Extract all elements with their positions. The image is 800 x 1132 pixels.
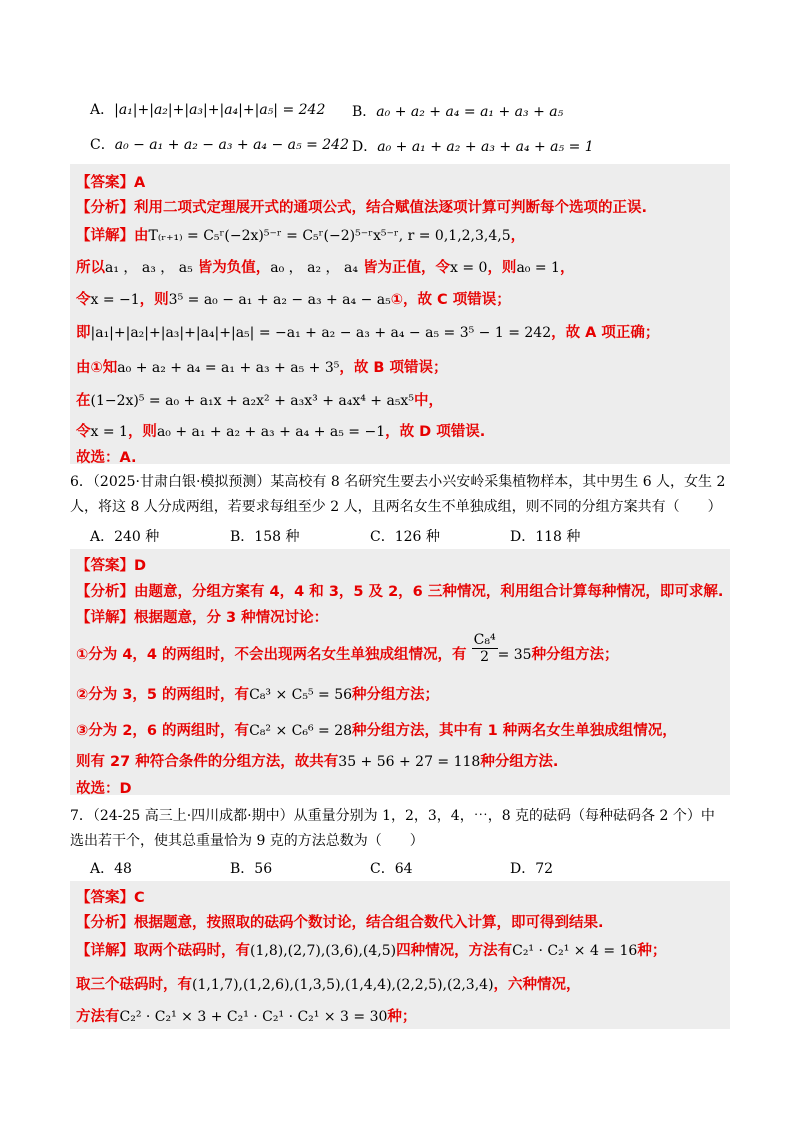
q5-option-d-label: D．: [352, 139, 378, 155]
q6-analysis-label: 【分析】: [76, 584, 134, 600]
q7-stem: [70, 804, 734, 854]
q7-line2-math: (1,1,7),(1,2,6),(1,3,5),(1,4,4),(2,2,5),(2,3,4): [192, 977, 494, 993]
q6-conclusion: 故选：D: [76, 781, 132, 797]
q7-choice-d: D．72: [510, 861, 554, 877]
q6-case3-math: C₈² × C₆⁶ = 28: [249, 723, 353, 739]
q6-sum: [76, 750, 558, 771]
q5-detail-line-4: [76, 321, 659, 342]
q5-d3-math2: 3⁵ = a₀ − a₁ + a₂ − a₃ + a₄ − a₅: [168, 292, 391, 308]
q6-stem-line-1: 6．（2025·甘肃白银·模拟预测）某高校有 8 名研究生要去小兴安岭采集植物样本，其中男生 6 人，女生 2: [70, 474, 726, 490]
q5-d3-post: ，则: [139, 292, 169, 308]
q5-d2-post4: ，: [559, 260, 575, 276]
q5-analysis: [76, 196, 647, 217]
q5-option-d: [352, 136, 594, 156]
q5-analysis-text: 利用二项式定理展开式的通项公式，结合赋值法逐项计算可判断每个选项的正误.: [134, 200, 648, 216]
q6-choice-c: C．126 种: [370, 529, 440, 545]
q5-option-c-label: C．: [90, 137, 115, 153]
q7-analysis: [76, 911, 604, 932]
q6-choice-a: A．240 种: [90, 529, 160, 545]
q5-detail-line-1: [76, 224, 525, 245]
q5-answer-label: 【答案】: [76, 175, 134, 191]
q6-choice-d: D．118 种: [510, 529, 581, 545]
q5-d3-math: x = −1: [90, 292, 140, 308]
q5-d3-post2: ①，故 C 项错误；: [390, 292, 511, 308]
q7-line1-mid: 四种情况，方法有: [396, 943, 513, 959]
q7-choice-b: B．56: [230, 861, 273, 877]
q7-choice-a: A．48: [90, 861, 132, 877]
q7-line3-post: 种；: [387, 1009, 417, 1025]
q6-analysis: [76, 580, 723, 601]
q7-choice-c: C．64: [370, 861, 413, 877]
q6-choices: [90, 526, 580, 546]
q6-case1-fraction: [472, 632, 498, 665]
q6-answer-label: 【答案】: [76, 558, 134, 574]
q5-d2-math: a₁ ， a₃ ， a₅: [105, 260, 193, 276]
q6-case3-post: 种分组方法，其中有 1 种两名女生单独成组情况，: [352, 723, 677, 739]
q6-case2-math: C₈³ × C₅⁵ = 56: [249, 687, 353, 703]
q5-option-b-expr: a₀ + a₂ + a₄ = a₁ + a₃ + a₅: [376, 104, 564, 120]
q5-detail-line-7: [76, 420, 485, 441]
q5-d7-post2: ，故 D 项错误.: [385, 424, 486, 440]
q5-answer: [76, 171, 145, 192]
q5-d2-post2: 皆为正值，令: [363, 260, 450, 276]
q6-case-2: [76, 683, 439, 704]
q5-d7-math: x = 1: [90, 424, 128, 440]
q5-d2-pre: 所以: [76, 260, 105, 276]
q6-detail-intro: [76, 606, 328, 627]
q5-option-c-expr: a₀ − a₁ + a₂ − a₃ + a₄ − a₅ = 242: [114, 137, 349, 153]
q6-case1-eq: = 35: [497, 647, 532, 663]
q6-case-3: [76, 719, 677, 740]
q5-d5-math: a₀ + a₂ + a₄ = a₁ + a₃ + a₅ + 3⁵: [117, 360, 340, 376]
q5-d7-pre: 令: [76, 424, 91, 440]
q6-case1-frac-den: 2: [480, 648, 490, 665]
q5-d7-math2: a₀ + a₁ + a₂ + a₃ + a₄ + a₅ = −1: [156, 424, 386, 440]
q5-d4-math: |a₁|+|a₂|+|a₃|+|a₄|+|a₅| = −a₁ + a₂ − a₃ + a₄ − a₅ = 3⁵ − 1 = 242: [90, 325, 552, 341]
q6-detail-label: 【详解】: [76, 610, 134, 626]
q5-detail-line-5: [76, 356, 448, 377]
q5-detail-line-2: [76, 256, 574, 277]
q5-option-d-expr: a₀ + a₁ + a₂ + a₃ + a₄ + a₅ = 1: [377, 139, 594, 155]
q7-line2-post: ，六种情况，: [493, 977, 581, 993]
q5-d7-post: ，则: [127, 424, 157, 440]
q6-answer-value: D: [134, 558, 147, 574]
q7-analysis-label: 【分析】: [76, 915, 134, 931]
q5-option-b: [352, 101, 563, 121]
q7-answer-value: C: [134, 890, 145, 906]
q7-choices: [90, 858, 553, 878]
q7-line1-pre: 取两个砝码时，有: [134, 943, 250, 959]
q5-detail-label: 【详解】: [76, 228, 134, 244]
q6-analysis-text: 由题意，分组方案有 4，4 和 3，5 及 2，6 三种情况，利用组合计算每种情况，即可求解.: [134, 584, 724, 600]
q5-conclusion: 故选：A.: [76, 450, 137, 466]
q7-detail-line-3: [76, 1005, 416, 1026]
q6-case1-post: 种分组方法；: [531, 647, 619, 663]
q6-case2-pre: ②分为 3，5 的两组时，有: [76, 687, 250, 703]
q6-sum-post: 种分组方法.: [480, 754, 559, 770]
q5-option-a-expr: |a₁|+|a₂|+|a₃|+|a₄|+|a₅| = 242: [114, 102, 326, 118]
q5-detail-line-3: [76, 288, 511, 309]
q7-line3-pre: 方法有: [76, 1009, 120, 1025]
q5-d2-math4: a₀ = 1: [516, 260, 560, 276]
q7-line1-math2: C₂¹ · C₂¹ × 4 = 16: [512, 943, 638, 959]
q7-line1-post: 种；: [637, 943, 667, 959]
q6-answer: [76, 554, 146, 575]
q5-d6-pre: 在: [76, 393, 91, 409]
q6-sum-math: 35 + 56 + 27 = 118: [338, 754, 481, 770]
q5-detail-line-6: [76, 389, 443, 410]
q6-detail-intro-text: 根据题意，分 3 种情况讨论：: [134, 610, 329, 626]
q5-d1-pre: 由: [134, 228, 149, 244]
q5-option-c: [90, 134, 349, 154]
q7-line2-pre: 取三个砝码时，有: [76, 977, 192, 993]
q6-sum-pre: 则有 27 种符合条件的分组方法，故共有: [76, 754, 339, 770]
q5-d6-math: (1−2x)⁵ = a₀ + a₁x + a₂x² + a₃x³ + a₄x⁴ + a₅x⁵: [90, 393, 414, 409]
q7-detail-line-2: [76, 973, 581, 994]
q5-option-b-label: B．: [352, 104, 377, 120]
q7-answer-label: 【答案】: [76, 890, 134, 906]
q5-d3-pre: 令: [76, 292, 91, 308]
q7-line3-math: C₂² · C₂¹ × 3 + C₂¹ · C₂¹ · C₂¹ × 3 = 30: [119, 1009, 388, 1025]
q6-stem-line-2: 人，将这 8 人分成两组，若要求每组至少 2 人，且两名女生不单独成组，则不同的分组方案共有（ ）: [70, 499, 722, 515]
q5-d4-pre: 即: [76, 325, 91, 341]
q7-answer: [76, 886, 145, 907]
q7-stem-line-2: 选出若干个，使其总重量恰为 9 克的方法总数为（ ）: [70, 833, 424, 849]
q5-d1-post: ，: [510, 228, 526, 244]
q5-d5-post: ，故 B 项错误；: [339, 360, 448, 376]
q6-choice-b: B．158 种: [230, 529, 300, 545]
q5-d4-post: ，故 A 项正确；: [551, 325, 660, 341]
q5-d6-post: 中，: [413, 393, 443, 409]
q6-case-1: [76, 631, 619, 665]
q7-stem-line-1: 7．（24-25 高三上·四川成都·期中）从重量分别为 1，2，3，4，⋯，8 克的砝码（每种砝码各 2 个）中: [70, 808, 715, 824]
q6-stem: [70, 470, 734, 520]
q5-option-a-label: A．: [90, 102, 115, 118]
q5-d2-math2: a₀ ， a₂ ， a₄: [270, 260, 358, 276]
q6-case1-frac-num: C₈⁴: [473, 631, 496, 648]
q7-analysis-text: 根据题意，按照取的砝码个数讨论，结合组合数代入计算，即可得到结果.: [134, 915, 604, 931]
q7-detail-label: 【详解】: [76, 943, 134, 959]
q5-d2-post: 皆为负值，: [197, 260, 271, 276]
q7-line1-math: (1,8),(2,7),(3,6),(4,5): [250, 943, 397, 959]
q5-answer-value: A: [134, 175, 146, 191]
q6-case3-pre: ③分为 2，6 的两组时，有: [76, 723, 250, 739]
q5-analysis-label: 【分析】: [76, 200, 134, 216]
q5-d2-math3: x = 0: [450, 260, 488, 276]
q6-case1-pre: ①分为 4，4 的两组时，不会出现两名女生单独成组情况，有: [76, 647, 467, 663]
q5-d2-post3: ，则: [487, 260, 517, 276]
q5-option-a: [90, 99, 325, 119]
q5-d1-math: T₍ᵣ₊₁₎ = C₅ʳ(−2x)⁵⁻ʳ = C₅ʳ(−2)⁵⁻ʳx⁵⁻ʳ, r = 0,1,2,3,4,5: [148, 228, 511, 244]
q6-case2-post: 种分组方法；: [352, 687, 440, 703]
q5-d5-pre: 由①知: [76, 360, 118, 376]
q7-detail-line-1: [76, 939, 666, 960]
